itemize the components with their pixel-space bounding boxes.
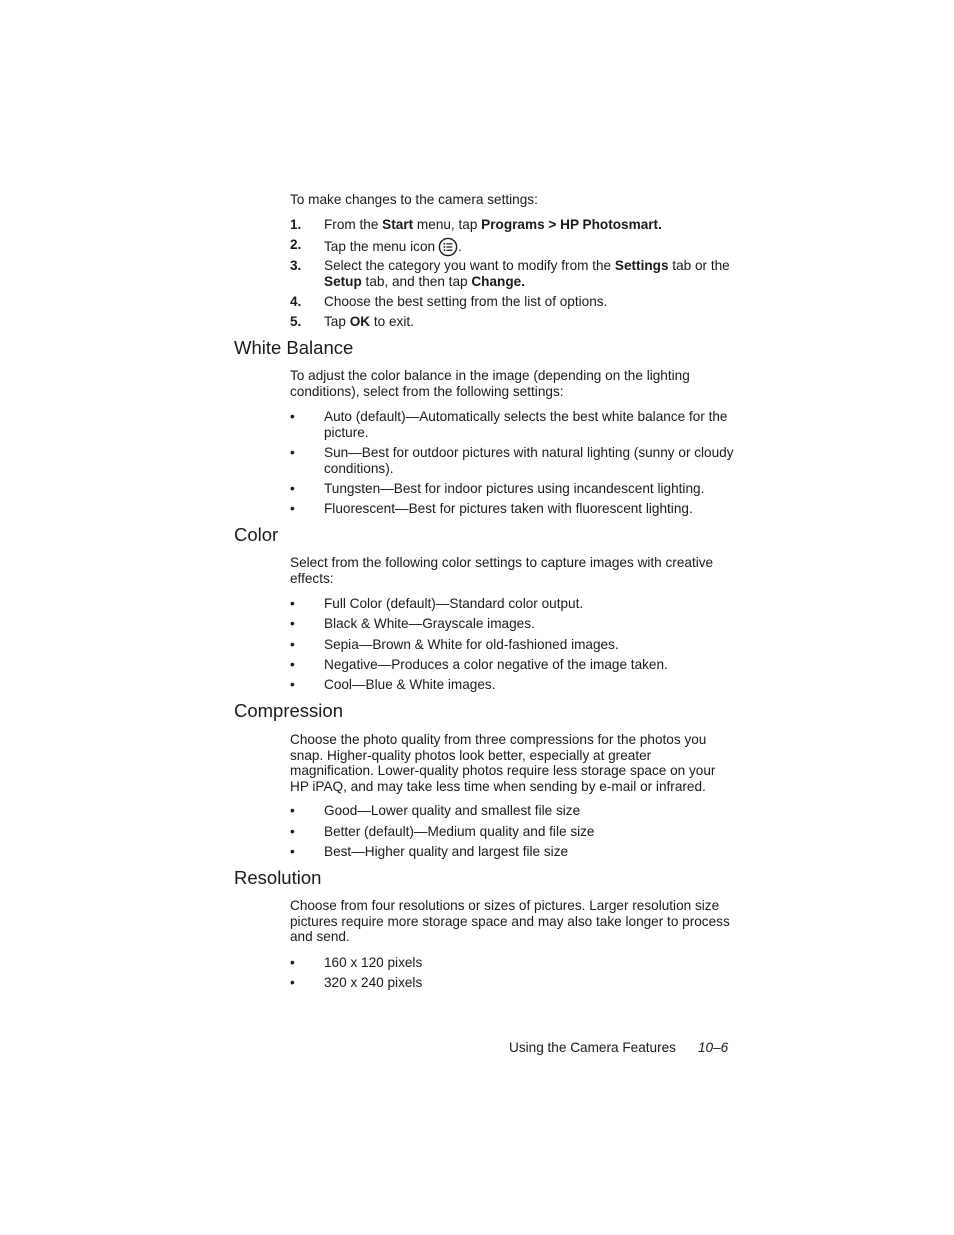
list-item: Full Color (default)—Standard color output. bbox=[324, 596, 584, 611]
resolution-intro: Choose from four resolutions or sizes of pictures. Larger resolution size pictures require more storage space and may also take longer to process and send. bbox=[290, 898, 730, 945]
section-heading-white-balance: White Balance bbox=[234, 337, 354, 358]
bullet: • bbox=[290, 409, 295, 424]
list-item: Sun—Best for outdoor pictures with natural lighting (sunny or cloudy conditions). bbox=[324, 445, 734, 476]
list-item: Sepia—Brown & White for old-fashioned images. bbox=[324, 637, 619, 652]
bullet: • bbox=[290, 677, 295, 692]
step-2: Tap the menu icon . bbox=[324, 237, 734, 257]
bullet: • bbox=[290, 616, 295, 631]
bullet: • bbox=[290, 596, 295, 611]
footer-chapter-title: Using the Camera Features bbox=[509, 1040, 676, 1055]
step-number: 4. bbox=[290, 294, 302, 309]
intro-text: To make changes to the camera settings: bbox=[290, 192, 538, 207]
step-4: Choose the best setting from the list of options. bbox=[324, 294, 608, 309]
compression-intro: Choose the photo quality from three compressions for the photos you snap. Higher-quality photos look better, especially at greater magnification. Lower-quality photos require less storage space on your HP iPAQ, and may take less time when sending by e-mail or infrared. bbox=[290, 732, 716, 794]
step-number: 1. bbox=[290, 217, 302, 232]
list-item: Good—Lower quality and smallest file size bbox=[324, 803, 581, 818]
list-item: Better (default)—Medium quality and file size bbox=[324, 824, 595, 839]
bullet: • bbox=[290, 481, 295, 496]
step-5: Tap OK to exit. bbox=[324, 314, 414, 329]
bullet: • bbox=[290, 803, 295, 818]
bullet: • bbox=[290, 955, 295, 970]
footer-page-number: 10–6 bbox=[698, 1040, 729, 1055]
step-1: From the Start menu, tap Programs > HP Photosmart. bbox=[324, 217, 662, 232]
bullet: • bbox=[290, 844, 295, 859]
step-number: 3. bbox=[290, 258, 302, 273]
list-item: Black & White—Grayscale images. bbox=[324, 616, 535, 631]
list-item: Fluorescent—Best for pictures taken with fluorescent lighting. bbox=[324, 501, 693, 516]
bullet: • bbox=[290, 657, 295, 672]
step-number: 2. bbox=[290, 237, 302, 252]
list-item: Cool—Blue & White images. bbox=[324, 677, 496, 692]
list-item: Negative—Produces a color negative of the image taken. bbox=[324, 657, 668, 672]
bullet: • bbox=[290, 445, 295, 460]
list-item: Tungsten—Best for indoor pictures using incandescent lighting. bbox=[324, 481, 705, 496]
step-number: 5. bbox=[290, 314, 302, 329]
bullet: • bbox=[290, 637, 295, 652]
list-item: Auto (default)—Automatically selects the best white balance for the picture. bbox=[324, 409, 728, 440]
list-item: Best—Higher quality and largest file size bbox=[324, 844, 569, 859]
bullet: • bbox=[290, 975, 295, 990]
menu-list-icon bbox=[438, 237, 458, 257]
section-heading-resolution: Resolution bbox=[234, 867, 322, 888]
section-heading-compression: Compression bbox=[234, 700, 343, 721]
color-intro: Select from the following color settings to capture images with creative effects: bbox=[290, 555, 714, 586]
list-item: 320 x 240 pixels bbox=[324, 975, 423, 990]
section-heading-color: Color bbox=[234, 524, 279, 545]
bullet: • bbox=[290, 501, 295, 516]
step-3: Select the category you want to modify from the Settings tab or the Setup tab, and then tap Change. bbox=[324, 258, 730, 289]
bullet: • bbox=[290, 824, 295, 839]
white-balance-intro: To adjust the color balance in the image (depending on the lighting conditions), select from the following settings: bbox=[290, 368, 690, 399]
list-item: 160 x 120 pixels bbox=[324, 955, 423, 970]
